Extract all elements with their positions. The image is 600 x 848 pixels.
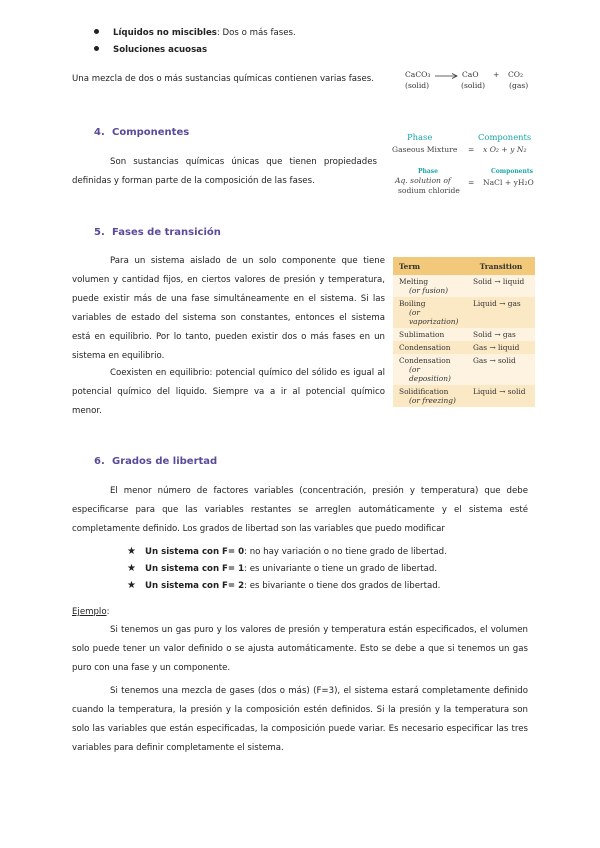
star-bullet-text: : es univariante o tiene un grado de libertad.	[244, 564, 438, 574]
section-5-paragraph-2: Coexisten en equilibrio: potencial químico del sólido es igual al potencial químico del liquido. Siempre va a ir al potencial químico menor.	[72, 368, 385, 416]
row2-components: NaCl + yH₂O	[483, 178, 534, 187]
section-4-heading	[94, 127, 189, 138]
term: Condensation	[393, 341, 467, 354]
star-bullet-bold: Un sistema con F= 2	[145, 581, 245, 591]
transition: Gas → liquid	[467, 341, 535, 354]
section-title: Fases de transición	[112, 227, 221, 238]
row2-phase-line2: sodium chloride	[398, 186, 460, 195]
row1-phase: Gaseous Mixture	[392, 145, 458, 154]
transition: Gas → solid	[467, 354, 535, 385]
section-title: Grados de libertad	[112, 456, 218, 467]
section-number: 4.	[94, 127, 105, 138]
components-header-2: Components	[491, 168, 534, 175]
term-sub: (or freezing)	[409, 396, 456, 405]
star-bullet-bold: Un sistema con F= 0	[145, 547, 245, 557]
table-header-term: Term	[393, 257, 467, 275]
section-4-paragraph: Son sustancias químicas únicas que tienen propiedades definidas y forman parte de la composición de las fases.	[72, 157, 377, 186]
row1-eq: =	[468, 145, 475, 154]
term: Boiling	[399, 299, 426, 308]
phase-header: Phase	[407, 132, 433, 142]
product2: CO₂	[508, 70, 524, 79]
bullet-dot	[94, 29, 99, 34]
star-icon: ★	[127, 563, 136, 574]
term-sub: (or vaporization)	[409, 308, 459, 326]
section-5-heading	[94, 227, 221, 238]
table-row	[393, 297, 535, 328]
plus-sign: +	[493, 70, 500, 79]
section-6-intro: El menor número de factores variables (concentración, presión y temperatura) que debe especificarse para que las variables restantes se arreglen automáticamente y el sistema esté completamente definido. Los grados de libertad son las variables que puedo modificar	[72, 486, 528, 534]
term-sub: (or deposition)	[409, 365, 451, 383]
table-header-transition: Transition	[467, 257, 535, 275]
product1: CaO	[462, 70, 479, 79]
phase-components-figure	[385, 130, 535, 200]
star-bullet-text: : es bivariante o tiene dos grados de libertad.	[244, 581, 441, 591]
example-paragraph-1: Si tenemos un gas puro y los valores de presión y temperatura están especificados, el volumen solo puede tener un valor definido o se ajusta automáticamente. Esto se debe a que si tenemos un gas puro con una fase y un componente.	[72, 625, 528, 673]
transition: Liquid → gas	[467, 297, 535, 328]
bullet-text: : Dos o más fases.	[216, 28, 296, 38]
transition: Liquid → solid	[467, 385, 535, 407]
star-bullet-bold: Un sistema con F= 1	[145, 564, 245, 574]
term: Condensation	[399, 356, 451, 365]
phase-transition-table	[393, 257, 535, 407]
reactant: CaCO₃	[405, 70, 431, 79]
transition: Solid → liquid	[467, 275, 535, 297]
bullet-soluciones	[94, 41, 207, 60]
term: Melting	[399, 277, 429, 286]
example-label-text: Ejemplo	[72, 607, 107, 617]
table-row	[393, 385, 535, 407]
bullet-bold: Líquidos no miscibles	[113, 28, 217, 38]
row1-components: x O₂ + y N₂	[483, 145, 527, 154]
table-row	[393, 341, 535, 354]
bullet-bold: Soluciones acuosas	[113, 45, 208, 55]
example-label	[72, 603, 109, 622]
bullet-dot	[94, 46, 99, 51]
phase-header-2: Phase	[418, 168, 438, 175]
row2-eq: =	[468, 178, 475, 187]
star-bullet-text: : no hay variación o no tiene grado de libertad.	[244, 547, 447, 557]
mixture-sentence: Una mezcla de dos o más sustancias químicas contienen varias fases.	[72, 74, 374, 84]
product1-state: (solid)	[461, 81, 486, 90]
table-row	[393, 354, 535, 385]
section-title: Componentes	[112, 127, 190, 138]
transition: Solid → gas	[467, 328, 535, 341]
star-icon: ★	[127, 580, 136, 591]
section-6-heading	[94, 456, 217, 467]
term-sub: (or fusion)	[409, 286, 448, 295]
term: Solidification	[399, 387, 449, 396]
star-bullet-f2	[127, 576, 440, 596]
section-5-paragraph-1: Para un sistema aislado de un solo componente que tiene volumen y cantidad fijos, en ciertos valores de presión y temperatura, puede existir más de una fase simultáneamente en el sistema. Si las variables de estado del sistema son constantes, entonces el sistema está en equilibrio. Por lo tanto, pueden existir dos o más fases en un sistema en equilibrio.	[72, 256, 385, 361]
example-colon: :	[106, 607, 110, 617]
components-header: Components	[478, 132, 532, 142]
star-icon: ★	[127, 546, 136, 557]
table-row	[393, 275, 535, 297]
reaction-figure	[405, 70, 533, 94]
table-row	[393, 328, 535, 341]
row2-phase-line1: Aq. solution of	[395, 176, 451, 185]
example-paragraph-2: Si tenemos una mezcla de gases (dos o más) (F=3), el sistema estará completamente definido cuando la temperatura, la presión y la composición estén definidos. Si la presión y la temperatura son solo las variables que están especificadas, la composición puede variar. Es necesario especificar las tres variables para definir completamente el sistema.	[72, 686, 528, 753]
arrow-icon	[434, 72, 460, 80]
reactant-state: (solid)	[405, 81, 430, 90]
section-number: 6.	[94, 456, 105, 467]
term: Sublimation	[393, 328, 467, 341]
product2-state: (gas)	[509, 81, 529, 90]
section-number: 5.	[94, 227, 105, 238]
